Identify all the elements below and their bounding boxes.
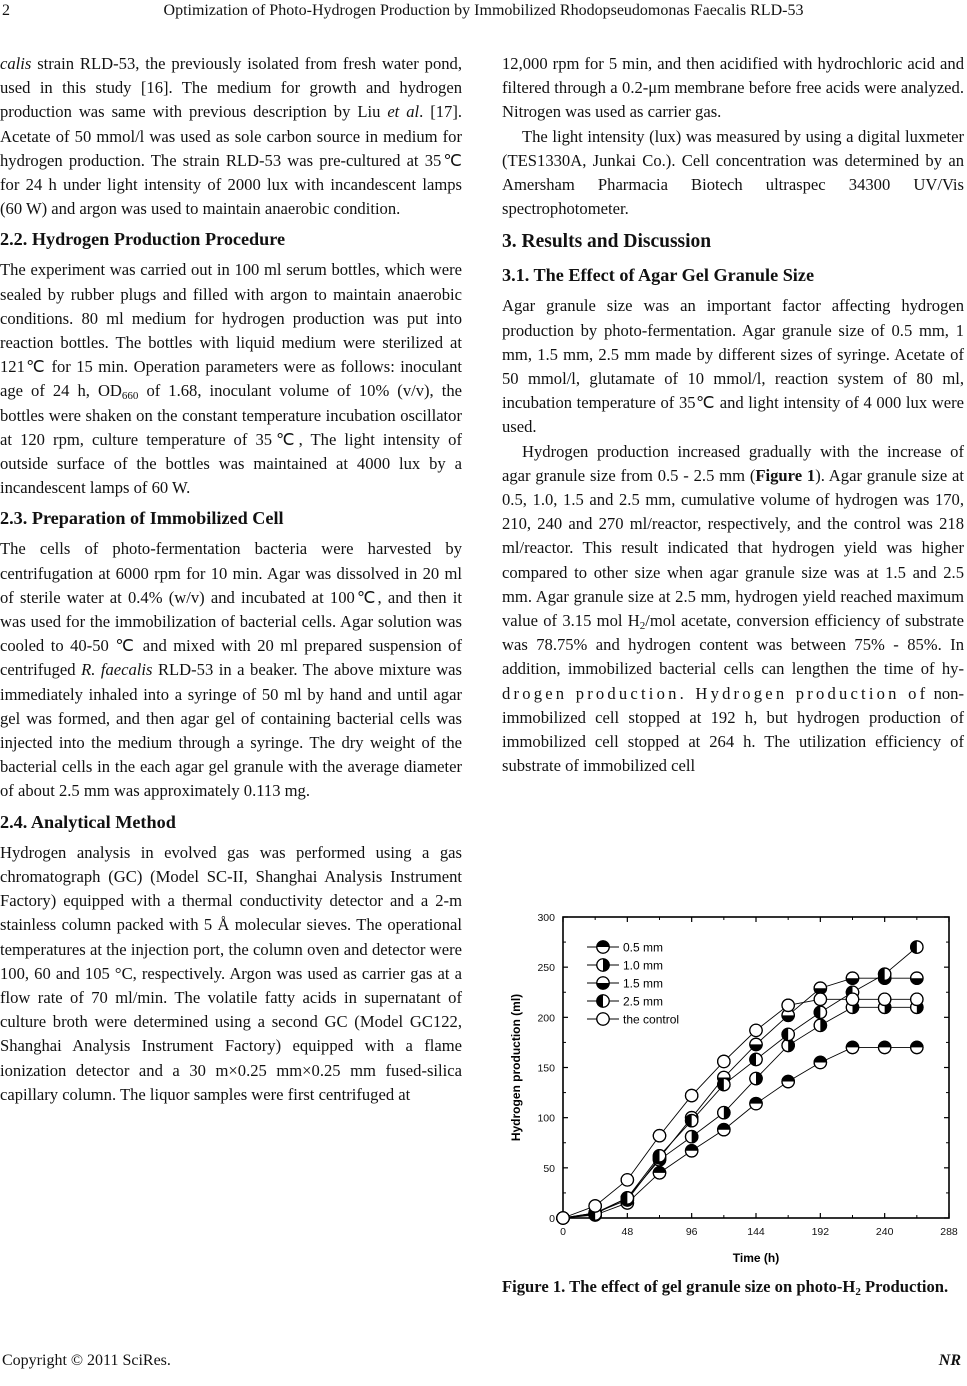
legend-label: 0.5 mm <box>623 940 664 955</box>
section-heading-2-4: 2.4. Analytical Method <box>0 811 176 832</box>
data-marker <box>718 1106 730 1118</box>
text-run: RLD-53 in a beaker. The above mixture was immediately inhaled into a syringe of 50 ml by hand and until agar gel was formed, and then agar gel of containing bacterial cells was injected into the medium through a syringe. The dry weight of the bacterial cells in the each agar gel granule with the average diameter of about 2.5 mm was approximately 0.113 mg. <box>0 660 462 801</box>
running-title: Optimization of Photo-Hydrogen Production by Immobilized Rhodopseudomonas Faecalis RLD-53 <box>163 2 804 19</box>
data-marker <box>653 1130 665 1142</box>
italic-text: et al <box>387 102 420 122</box>
text-run: . [17]. Acetate of 50 mmol/l was used as sole carbon source in medium for hydrogen production. The strain RLD-53 was pre-cultured at 35℃ for 24 h under light intensity of 2000 lux with incandescent lamps (60 W) and argon was used to maintain anaerobic condition. <box>0 102 463 219</box>
data-marker <box>685 1114 697 1126</box>
data-marker <box>782 1075 794 1087</box>
data-marker <box>750 1097 762 1109</box>
granule-size-paragraph: Agar granule size was an important factor affecting hydrogen production by photo-fermentation. Agar granule size of 0.5 mm, 1 mm, 1.5 mm, 2.5 mm made by different sizes of syringe. Acetate of 50 mmol/l, glutamate of 10 mmol/l, reaction system of 80 ml, incubation temperature of 35℃ and light intensity of 4 000 lux were used. <box>502 296 964 437</box>
data-marker <box>814 993 826 1005</box>
intro-paragraph <box>0 52 462 221</box>
data-marker <box>911 972 923 984</box>
data-marker <box>557 1212 569 1224</box>
data-marker <box>846 1041 858 1053</box>
left-column <box>0 52 462 1107</box>
y-tick-label: 200 <box>537 1012 555 1025</box>
continued-paragraph: 12,000 rpm for 5 min, and then acidified with hydrochloric acid and filtered through a 0.2-μm membrane before free acids were analyzed. Nitrogen was used as carrier gas. <box>502 54 964 122</box>
x-tick-label: 48 <box>621 1226 634 1238</box>
data-marker <box>621 1192 633 1204</box>
text-run: Production. <box>860 1277 949 1296</box>
data-marker <box>597 941 609 953</box>
y-tick-label: 250 <box>537 962 555 975</box>
text-run: drogen production. Hydrogen production of <box>502 683 929 703</box>
data-marker <box>782 999 794 1011</box>
data-marker <box>911 1041 923 1053</box>
data-marker <box>718 1055 730 1067</box>
legend-label: the control <box>623 1012 680 1027</box>
data-marker <box>685 1089 697 1101</box>
legend-label: 1.5 mm <box>623 976 664 991</box>
data-marker <box>846 972 858 984</box>
text-run: The cells of photo-fermentation bacteria were harvested by centrifugation at 6000 rpm for 10 min. Agar was dissolved in 20 ml of sterile water at 0.4% (w/v) and incubated at 100℃, and then it was used for the immobilization of bacterial cells. Agar solution was cooled to 40-50 ℃ and mixed with 20 ml prepared suspension of centrifuged <box>0 539 462 680</box>
text-run: strain RLD-53, the previously isolated from fresh water pond, used in this study [16]. The medium for growth and hydrogen production was same with previous description by Liu <box>0 54 462 122</box>
line-chart <box>502 905 967 1285</box>
data-marker <box>750 1053 762 1065</box>
data-marker <box>878 968 890 980</box>
right-column <box>502 52 964 778</box>
x-tick-label: 240 <box>875 1226 894 1238</box>
results-paragraph <box>502 440 964 779</box>
text-run: /mol acetate, conversion efficiency of substrate was 78.75% and hydrogen content was between 75% - 85%. In addition, immobilized bacterial cells can lengthen the time of hy- <box>502 611 964 679</box>
text-run: of 1.68, inoculant volume of 10% (v/v), the bottles were shaken on the constant temperature incubation oscillator at 120 rpm, culture temperature of 35℃, The light intensity of outside surface of the bottles was maintained at 4000 lux by a incandescent lamps of 60 W. <box>0 381 462 498</box>
section-heading-3: 3. Results and Discussion <box>502 231 712 253</box>
subscript: 660 <box>121 390 139 403</box>
journal-abbrev: NR <box>938 1352 961 1369</box>
y-tick-label: 150 <box>537 1062 555 1075</box>
x-tick-label: 192 <box>811 1226 830 1238</box>
section-heading-2-3: 2.3. Preparation of Immobilized Cell <box>0 508 284 529</box>
data-marker <box>814 1006 826 1018</box>
x-axis-label: Time (h) <box>732 1251 780 1265</box>
legend-label: 1.0 mm <box>623 958 664 973</box>
plot-frame <box>563 917 949 1218</box>
copyright: Copyright © 2011 SciRes. <box>2 1352 171 1369</box>
data-marker <box>597 1013 609 1025</box>
data-marker <box>653 1150 665 1162</box>
y-tick-label: 100 <box>537 1112 555 1125</box>
y-axis-label: Hydrogen production (ml) <box>509 993 523 1142</box>
subscript: 2 <box>639 620 646 633</box>
text-run: Figure 1. The effect of gel granule size on photo-H <box>502 1277 856 1296</box>
section-heading-3-1: 3.1. The Effect of Agar Gel Granule Size <box>502 265 815 286</box>
text-run: non-immobilized cell stopped at 192 h, but hydrogen production of immobilized cell stopped at 264 h. The utilization efficiency of substrate of immobilized cell <box>502 683 964 776</box>
subscript: 2 <box>855 1286 861 1298</box>
italic-text: R. faecalis <box>81 660 153 680</box>
data-marker <box>718 1124 730 1136</box>
chart-legend <box>587 941 679 1027</box>
series-0-5-mm <box>557 1041 923 1224</box>
data-marker <box>750 1038 762 1050</box>
data-marker <box>718 1078 730 1090</box>
luxmeter-paragraph: The light intensity (lux) was measured by using a digital luxmeter (TES1330A, Junkai Co.). Cell concentration was determined by an Amersham Pharmacia Biotech ultraspec 34300 UV/Vis spectrophotometer. <box>502 126 964 219</box>
y-tick-label: 50 <box>543 1162 555 1175</box>
data-marker <box>597 959 609 971</box>
data-marker <box>911 941 923 953</box>
italic-text: calis <box>0 54 32 73</box>
data-marker <box>597 977 609 989</box>
y-tick-label: 0 <box>549 1213 555 1225</box>
y-tick-label: 300 <box>537 912 555 924</box>
section-heading-2-2: 2.2. Hydrogen Production Procedure <box>0 229 286 250</box>
text-run: ). Agar granule size at 0.5, 1.0, 1.5 and 2.5 mm, cumulative volume of hydrogen was 170, 210, 240 and 270 ml/reactor, respectively, and the control was 218 ml/reactor. This result indicated that hydrogen yield was higher compared to other size when agar granule size was at 1.5 and 2.5 mm. Agar granule size at 2.5 mm, hydrogen yield reached maximum value of 3.15 mol H <box>502 465 965 631</box>
data-marker <box>814 1019 826 1031</box>
figure-1-chart <box>502 905 967 1285</box>
x-tick-label: 0 <box>560 1226 566 1238</box>
x-tick-label: 288 <box>940 1226 958 1238</box>
data-marker <box>653 1167 665 1179</box>
data-marker <box>846 993 858 1005</box>
text-run: Hydrogen production increased gradually with the increase of agar granule size from 0.5 - 2.5 mm ( <box>502 441 964 485</box>
series-1-0-mm <box>557 1001 923 1224</box>
data-marker <box>597 995 609 1007</box>
series-the-control <box>557 993 923 1224</box>
data-marker <box>911 993 923 1005</box>
immobilization-paragraph <box>0 537 462 803</box>
data-marker <box>750 1024 762 1036</box>
text-run: The experiment was carried out in 100 ml serum bottles, which were sealed by rubber plugs and filled with argon to maintain anaerobic conditions. 80 ml medium for hydrogen production was put into reaction bottles. The bottles with liquid medium were sterilized at 121℃ for 15 min. Operation parameters were as follows: inoculant age of 24 h, OD <box>0 260 462 401</box>
analytical-paragraph: Hydrogen analysis in evolved gas was performed using a gas chromatograph (GC) (Model SC-II, Shanghai Analysis Instrument Factory) equipped with a thermal conductivity detector and a 2-m stainless column packed with 5 Å molecular sieves. The operational temperatures at the injection port, the column oven and detector were 100, 60 and 105 °C, respectively. Argon was used as carrier gas at a flow rate of 70 ml/min. The volatile fatty acids in supernatant of culture broth were determined using a second GC (Model GC122, Shanghai Analysis Instrument Factory) equipped with a flame ionization detector and a 30 m×0.25 mm×0.25 mm fused-silica capillary column. The liquor samples were first centrifuged at <box>0 842 462 1104</box>
figure-reference: Figure 1 <box>755 465 816 485</box>
data-marker <box>685 1131 697 1143</box>
legend-label: 2.5 mm <box>623 994 664 1009</box>
series-1-5-mm <box>557 972 923 1224</box>
data-marker <box>782 1028 794 1040</box>
page-number: 2 <box>2 2 10 19</box>
procedure-paragraph <box>0 258 462 500</box>
data-marker <box>814 1056 826 1068</box>
data-marker <box>750 1072 762 1084</box>
data-marker <box>589 1200 601 1212</box>
figure-caption <box>502 1275 964 1299</box>
x-tick-label: 96 <box>685 1226 698 1238</box>
x-tick-label: 144 <box>747 1226 765 1238</box>
running-header <box>0 0 967 30</box>
data-marker <box>621 1174 633 1186</box>
data-marker <box>878 1041 890 1053</box>
data-marker <box>878 993 890 1005</box>
data-marker <box>685 1145 697 1157</box>
